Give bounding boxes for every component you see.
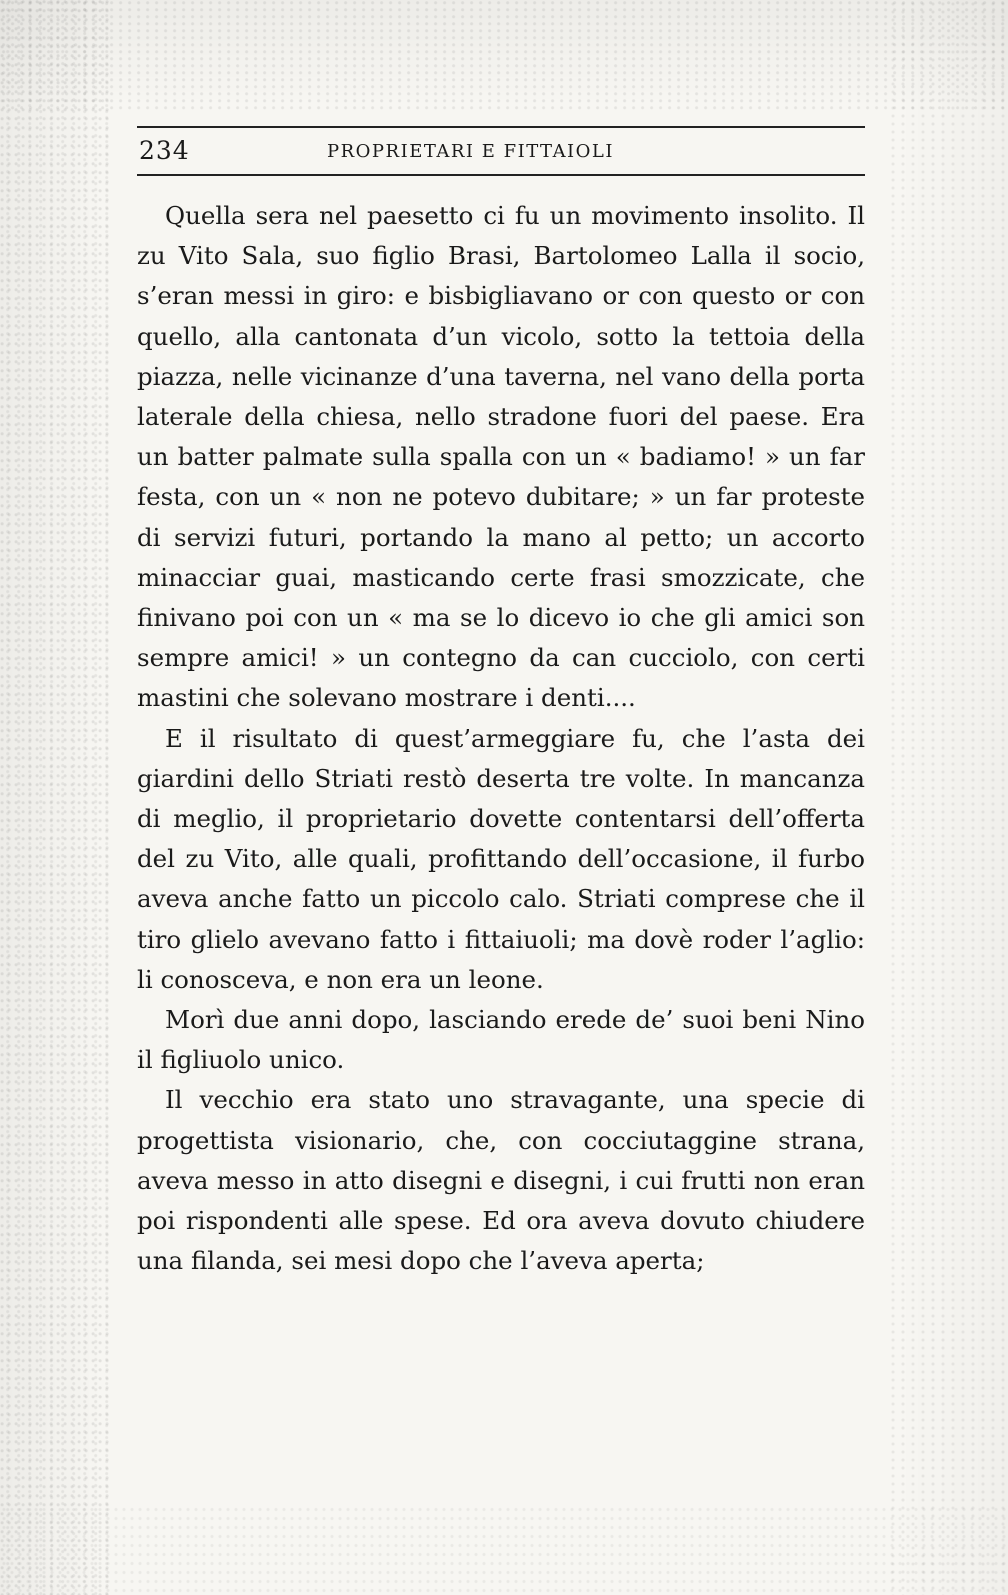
paragraph: Quella sera nel paesetto ci fu un movimento insolito. Il zu Vito Sala, suo figlio Brasi, Bartolomeo Lalla il socio, s’eran messi in giro: e bisbigliavano or con questo or con quello, alla cantonata d’un vicolo, sotto la tettoia della piazza, nelle vicinanze d’una taverna, nel vano della porta laterale della chiesa, nello stradone fuori del paese. Era un batter palmate sulla spalla con un « badiamo! » un far festa, con un « non ne potevo dubitare; » un far proteste di servizi futuri, portando la mano al petto; un accorto minacciar guai, masticando certe frasi smozzicate, che finivano poi con un « ma se lo dicevo io che gli amici son sempre amici! » un contegno da can cucciolo, con certi mastini che solevano mostrare i denti.... <box>137 201 865 713</box>
page-header <box>137 118 865 178</box>
scan-noise-top <box>0 0 1008 110</box>
scan-noise-right <box>888 0 1008 1595</box>
header-rule-bottom <box>137 174 865 176</box>
paragraph: Il vecchio era stato uno stravagante, una specie di progettista visionario, che, con cocciutaggine strana, aveva messo in atto disegni e disegni, i cui frutti non eran poi rispondenti alle spese. Ed ora aveva dovuto chiudere una filanda, sei mesi dopo che l’aveva aperta; <box>137 1085 865 1276</box>
header-rule-top <box>137 126 865 128</box>
scan-noise-bottom <box>0 1505 1008 1595</box>
body-text <box>137 196 865 1281</box>
page-number: 234 <box>139 136 190 165</box>
running-title: PROPRIETARI E FITTAIOLI <box>327 141 614 162</box>
scan-noise-left <box>0 0 110 1595</box>
paragraph: Morì due anni dopo, lasciando erede de’ suoi beni Nino il figliuolo unico. <box>137 1005 865 1075</box>
paragraph: E il risultato di quest’armeggiare fu, che l’asta dei giardini dello Striati restò deserta tre volte. In mancanza di meglio, il proprietario dovette contentarsi dell’offerta del zu Vito, alle quali, profittando dell’occasione, il furbo aveva anche fatto un piccolo calo. Striati comprese che il tiro glielo avevano fatto i fittaiuoli; ma dovè roder l’aglio: li conosceva, e non era un leone. <box>137 723 865 994</box>
